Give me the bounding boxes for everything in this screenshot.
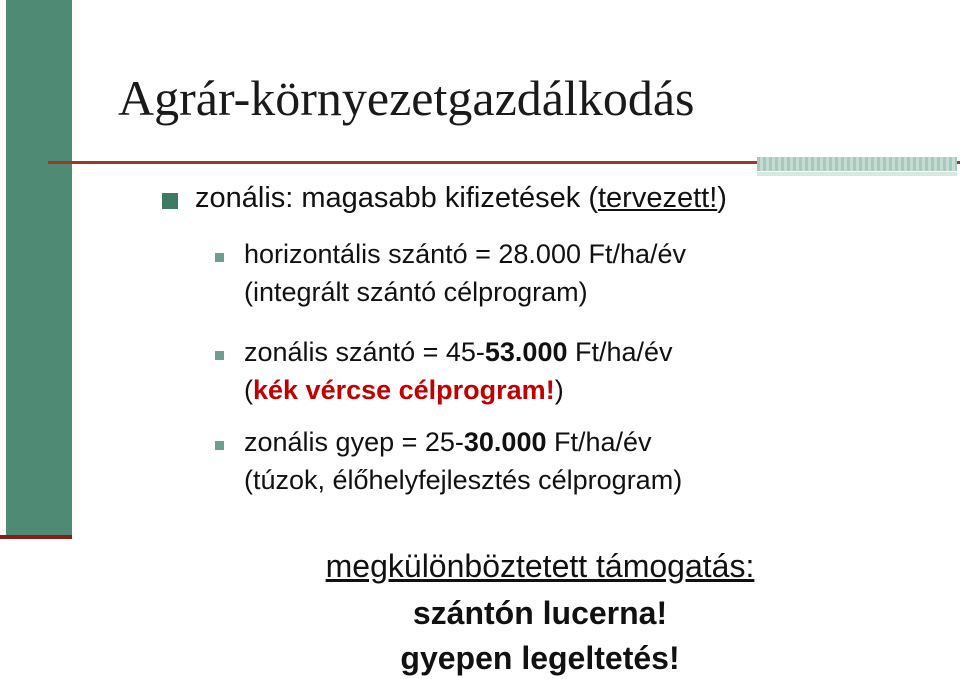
list-item-line [244, 424, 652, 460]
side-accent-bar-edge [0, 535, 72, 539]
sub-bullet-icon [215, 253, 224, 262]
list-item-line [244, 372, 564, 408]
list-item-bold: 30.000 [463, 427, 547, 457]
main-bullet-lead: zonális: magasabb kifizetések ( [195, 182, 598, 214]
main-bullet-tail: ) [717, 182, 727, 214]
list-item-bold: 53.000 [484, 337, 568, 367]
slide-title: Agrár-környezetgazdálkodás [118, 70, 695, 126]
sub-bullet-icon [215, 351, 224, 360]
list-item-line: (integrált szántó célprogram) [244, 277, 588, 307]
list-item-text: zonális szántó = 45- [244, 337, 485, 367]
main-bullet-icon [162, 193, 178, 209]
list-item-line: horizontális szántó = 28.000 Ft/ha/év [244, 239, 687, 269]
list-item-line: (túzok, élőhelyfejlesztés célprogram) [244, 465, 683, 495]
decorative-stripe [757, 157, 957, 171]
list-item-text: zonális gyep = 25- [244, 427, 464, 457]
list-item-text: ) [554, 375, 564, 405]
emphasis-line-2: gyepen legeltetés! [400, 640, 680, 676]
list-item-highlight: kék vércse célprogram! [253, 375, 555, 405]
emphasis-line-1: szántón lucerna! [412, 595, 668, 631]
list-item-text: Ft/ha/év [567, 337, 673, 367]
main-bullet-underlined: tervezett! [597, 182, 718, 214]
list-item-line [244, 334, 673, 370]
list-item-text: ( [244, 375, 253, 405]
side-accent-bar [6, 0, 72, 538]
main-bullet-text [195, 180, 727, 216]
list-item-text: Ft/ha/év [546, 427, 652, 457]
decorative-stripe-lower [757, 172, 957, 176]
sub-bullet-icon [215, 441, 224, 450]
emphasis-heading: megkülönböztetett támogatás: [325, 548, 755, 584]
